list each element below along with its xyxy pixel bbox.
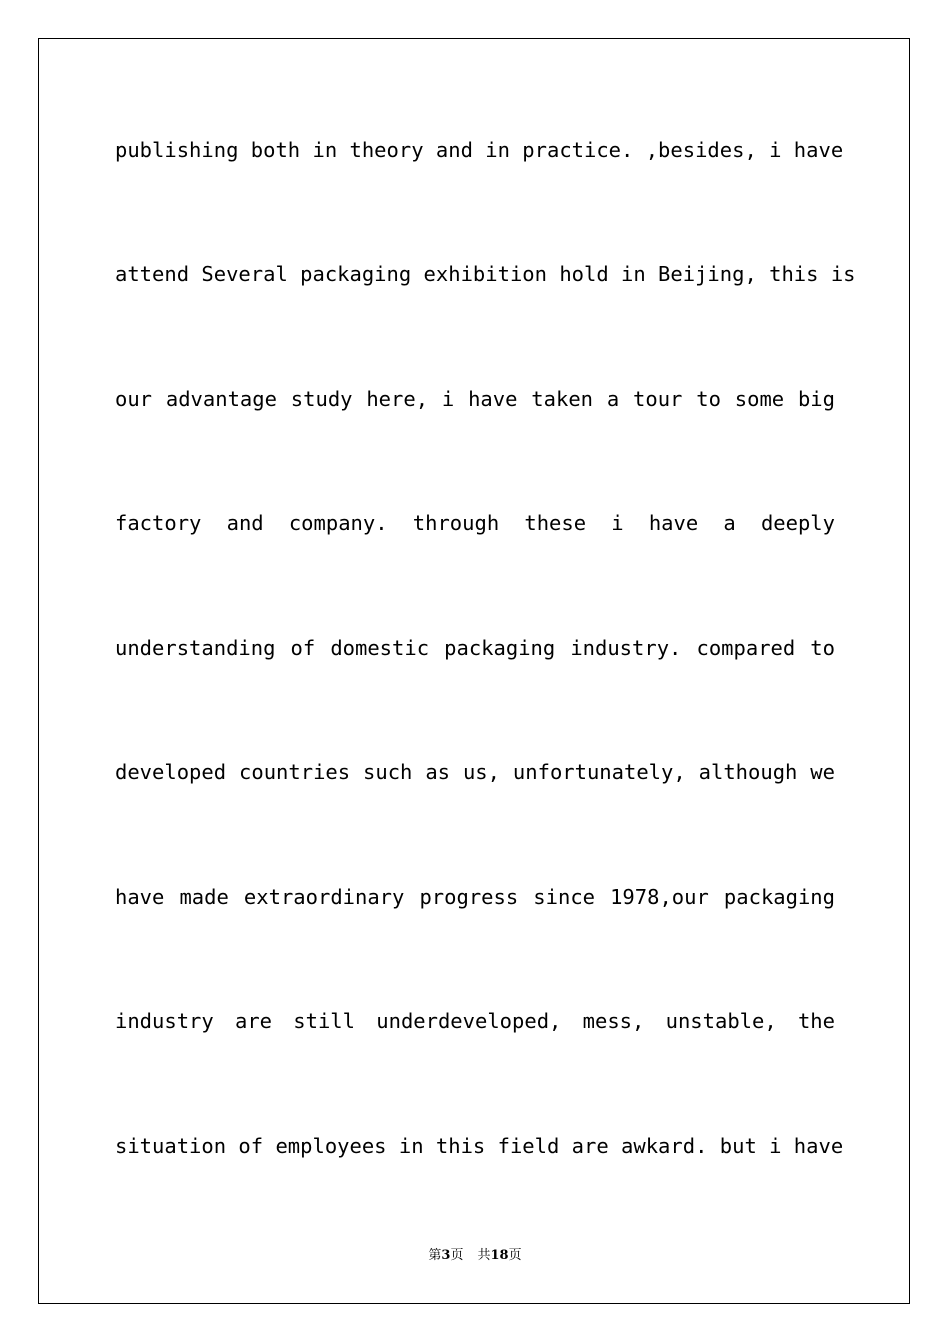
text-line-2: attend Several packaging exhibition hold in Beijing, this is bbox=[115, 262, 856, 286]
footer-prefix: 第 bbox=[428, 1248, 442, 1263]
text-line-3: our advantage study here, i have taken a tour to some big bbox=[115, 387, 835, 411]
page-footer bbox=[0, 1246, 950, 1266]
text-line-1: publishing both in theory and in practice. ,besides, i have bbox=[115, 138, 844, 162]
footer-page-suffix: 页 bbox=[450, 1248, 464, 1263]
text-line-6: developed countries such as us, unfortunately, although we bbox=[115, 760, 835, 784]
text-line-5: understanding of domestic packaging industry. compared to bbox=[115, 636, 835, 660]
page-border bbox=[38, 38, 910, 1304]
text-line-7: have made extraordinary progress since 1978,our packaging bbox=[115, 885, 835, 909]
footer-total-pages: 18 bbox=[490, 1248, 509, 1263]
text-line-4: factory and company. through these i have a deeply bbox=[115, 511, 835, 535]
footer-current-page: 3 bbox=[441, 1248, 451, 1263]
footer-total-suffix: 页 bbox=[508, 1248, 522, 1263]
footer-total-prefix: 共 bbox=[477, 1248, 491, 1263]
text-line-8: industry are still underdeveloped, mess, unstable, the bbox=[115, 1009, 835, 1033]
text-line-9: situation of employees in this field are awkard. but i have bbox=[115, 1134, 844, 1158]
